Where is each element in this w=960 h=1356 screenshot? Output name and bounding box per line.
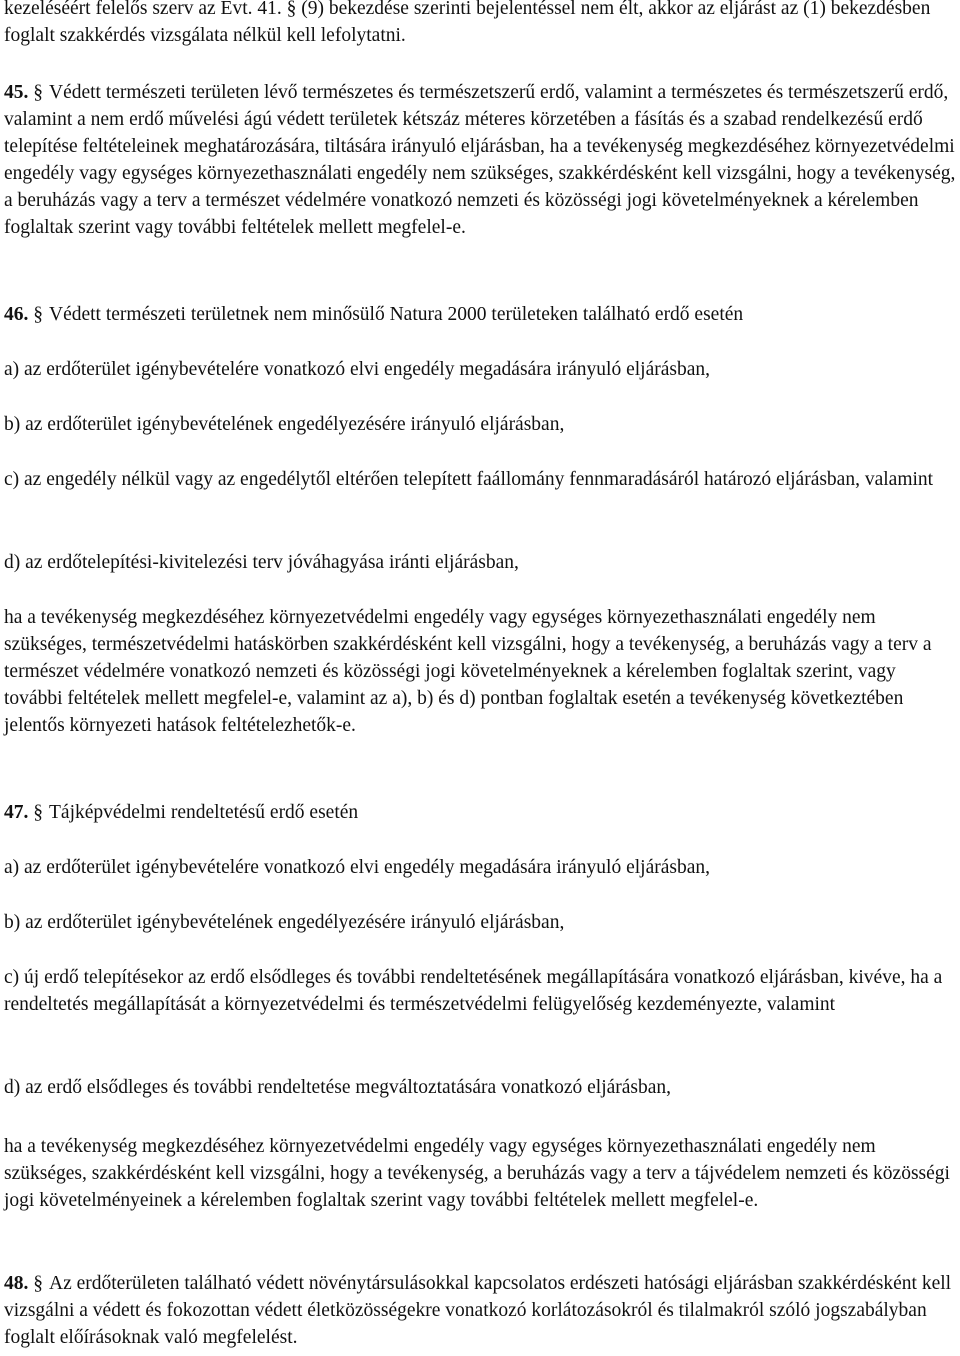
continuation-paragraph: kezeléséért felelős szerv az Evt. 41. § (9) bekezdése szerinti bejelentéssel nem élt, akkor az eljárást az (1) bekezdésben foglalt szakkérdés vizsgálata nélkül kell lefolytatni. [4, 0, 931, 46]
section-47 [4, 799, 958, 826]
section-47-closing: ha a tevékenység megkezdéséhez környezetvédelmi engedély vagy egységes környezethasználati engedély nem szükséges, szakkérdésként kell vizsgálni, hogy a tevékenység, a beruházás vagy a terv a tájvédelem nemzeti és közösségi jogi követelményeinek a kérelemben foglaltak szerint vagy további feltételek mellett megfelel-e. [4, 1136, 950, 1211]
list-item: b) az erdőterület igénybevételének engedélyezésére irányuló eljárásban, [4, 414, 565, 435]
section-sign: § [33, 304, 43, 325]
section-text: Védett természeti területnek nem minősülő Natura 2000 területeken található erdő esetén [49, 304, 744, 325]
section-text: Védett természeti területen lévő természetes és természetszerű erdő, valamint a természetes és természetszerű erdő, valamint a nem erdő művelési ágú védett területek kétszáz méteres körzetében a fásítás és a szabad rendelkezésű erdő telepítése feltételeinek meghatározására, tiltására irányuló eljárásban, ha a tevékenység megkezdéséhez környezetvédelmi engedély vagy egységes környezethasználati engedély nem szükséges, szakkérdésként kell vizsgálni, hogy a tevékenység, a beruházás vagy a terv a természet védelmére vonatkozó nemzeti és közösségi jogi követelményeknek a kérelemben foglaltak szerint vagy további feltételek mellett megfelel-e. [4, 82, 956, 238]
list-item: c) új erdő telepítésekor az erdő elsődleges és további rendeltetésének megállapítására vonatkozó eljárásban, kivéve, ha a rendeltetés megállapítását a környezetvédelmi és természetvédelmi felügyelőség kezdeményezte, valamint [4, 967, 943, 1015]
section-text: Az erdőterületen található védett növénytársulásokkal kapcsolatos erdészeti hatósági eljárásban szakkérdésként kell vizsgálni a védett és fokozottan védett életközösségekre vonatkozó korlátozásokról és tilalmakról szóló jogszabályban foglalt előírásoknak való megfelelést. [4, 1273, 952, 1348]
section-45 [4, 79, 958, 241]
list-item: d) az erdőtelepítési-kivitelezési terv jóváhagyása iránti eljárásban, [4, 552, 519, 573]
list-item: c) az engedély nélkül vagy az engedélytől eltérően telepített faállomány fennmaradásáról határozó eljárásban, valamint [4, 469, 934, 490]
section-46 [4, 301, 958, 328]
section-sign: § [33, 82, 43, 103]
list-item: b) az erdőterület igénybevételének engedélyezésére irányuló eljárásban, [4, 912, 565, 933]
list-item: a) az erdőterület igénybevételére vonatkozó elvi engedély megadására irányuló eljárásban, [4, 359, 710, 380]
list-item: d) az erdő elsődleges és további rendeltetése megváltoztatására vonatkozó eljárásban, [4, 1077, 672, 1098]
section-number: 47. [4, 802, 29, 823]
section-46-closing: ha a tevékenység megkezdéséhez környezetvédelmi engedély vagy egységes környezethasználati engedély nem szükséges, természetvédelmi hatáskörben szakkérdésként kell vizsgálni, hogy a tevékenység, a beruházás vagy a terv a természet védelmére vonatkozó nemzeti és közösségi jogi követelményeknek a kérelemben foglaltak szerint, vagy további feltételek mellett megfelel-e, valamint az a), b) és d) pontban foglaltak esetén a tevékenység következtében jelentős környezeti hatások feltételezhetők-e. [4, 607, 932, 736]
section-sign: § [33, 1273, 43, 1294]
section-text: Tájképvédelmi rendeltetésű erdő esetén [49, 802, 359, 823]
section-number: 45. [4, 82, 29, 103]
list-item: a) az erdőterület igénybevételére vonatkozó elvi engedély megadására irányuló eljárásban, [4, 857, 710, 878]
section-number: 46. [4, 304, 29, 325]
section-sign: § [33, 802, 43, 823]
section-number: 48. [4, 1273, 29, 1294]
section-48 [4, 1270, 958, 1351]
